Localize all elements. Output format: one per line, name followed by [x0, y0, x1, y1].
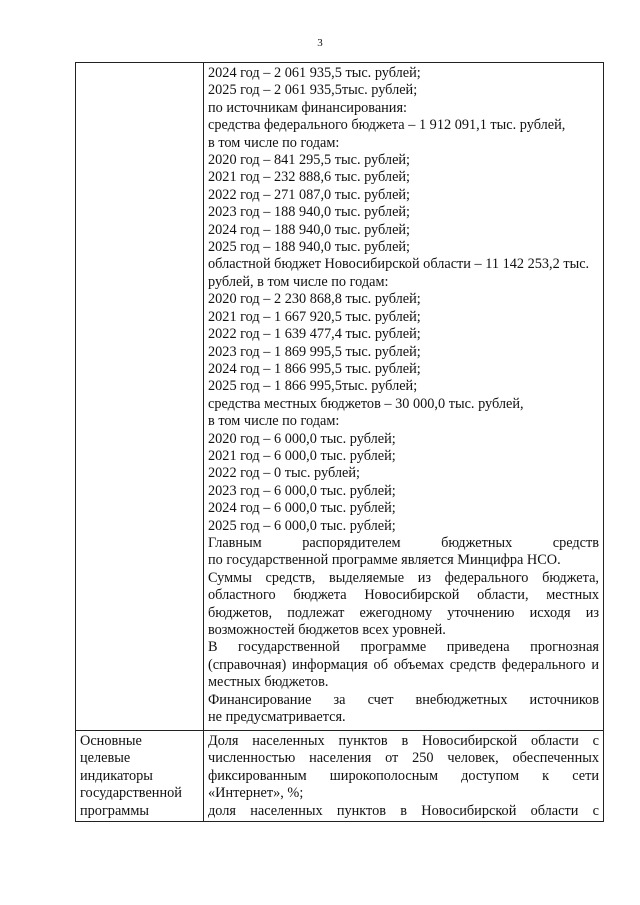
- note-line: по государственной программе является Минцифра НСО.: [208, 552, 561, 569]
- note-line: Суммы средств, выделяемые из федерального бюджета,: [208, 569, 599, 586]
- note-line: не предусматривается.: [208, 709, 346, 726]
- table-row-indicators: [76, 731, 604, 822]
- indicator-line: доля населенных пунктов в Новосибирской области с: [208, 802, 599, 819]
- financing-line: 2024 год – 188 940,0 тыс. рублей;: [208, 221, 411, 238]
- indicators-label-line: целевые: [80, 750, 131, 767]
- indicators-label-cell: [76, 731, 204, 822]
- financing-line: 2025 год – 1 866 995,5тыс. рублей;: [208, 378, 418, 395]
- financing-line: 2021 год – 6 000,0 тыс. рублей;: [208, 447, 396, 464]
- financing-line: 2024 год – 2 061 935,5 тыс. рублей;: [208, 65, 421, 81]
- indicators-label-line: программы: [80, 802, 150, 819]
- indicators-label-line: Основные: [80, 733, 142, 749]
- financing-line: 2023 год – 1 869 995,5 тыс. рублей;: [208, 343, 421, 360]
- financing-line: 2022 год – 1 639 477,4 тыс. рублей;: [208, 326, 421, 343]
- note-line: В государственной программе приведена прогнозная: [208, 639, 599, 656]
- indicators-label-line: государственной: [80, 785, 182, 802]
- financing-line: средства федерального бюджета – 1 912 091,1 тыс. рублей,: [208, 117, 566, 134]
- financing-line: 2021 год – 1 667 920,5 тыс. рублей;: [208, 308, 421, 325]
- financing-line: 2022 год – 0 тыс. рублей;: [208, 465, 360, 482]
- financing-line: в том числе по годам:: [208, 413, 340, 430]
- financing-line: 2025 год – 188 940,0 тыс. рублей;: [208, 239, 411, 256]
- indicators-label: [80, 733, 200, 820]
- row-label-cell: [76, 63, 204, 731]
- note-line: местных бюджетов.: [208, 674, 329, 691]
- indicators-label-line: индикаторы: [80, 767, 153, 784]
- financing-line: 2020 год – 6 000,0 тыс. рублей;: [208, 430, 396, 447]
- financing-lines: [208, 65, 599, 535]
- financing-line: 2024 год – 6 000,0 тыс. рублей;: [208, 500, 396, 517]
- financing-line: рублей, в том числе по годам:: [208, 273, 389, 290]
- financing-line: 2020 год – 2 230 868,8 тыс. рублей;: [208, 291, 421, 308]
- financing-line: 2024 год – 1 866 995,5 тыс. рублей;: [208, 360, 421, 377]
- financing-line: областной бюджет Новосибирской области – 11 142 253,2 тыс.: [208, 256, 590, 273]
- note-line: возможностей бюджетов всех уровней.: [208, 622, 446, 638]
- financing-line: 2022 год – 271 087,0 тыс. рублей;: [208, 186, 411, 203]
- indicators-text: [208, 733, 599, 820]
- indicator-line: численностью населения от 250 человек, обеспеченных: [208, 750, 599, 767]
- passport-table: [75, 62, 604, 822]
- table-row-financing: [76, 63, 604, 731]
- financing-line: по источникам финансирования:: [208, 99, 408, 116]
- page-number: 3: [317, 37, 323, 49]
- financing-line: 2020 год – 841 295,5 тыс. рублей;: [208, 152, 411, 169]
- note-line: Главным распорядителем бюджетных средств: [208, 534, 599, 551]
- indicator-line: фиксированным широкополосным доступом к сети: [208, 767, 599, 784]
- note-line: бюджетов, подлежат ежегодному уточнению исходя из: [208, 604, 599, 621]
- indicator-line: Доля населенных пунктов в Новосибирской области с: [208, 733, 599, 749]
- financing-line: 2021 год – 232 888,6 тыс. рублей;: [208, 169, 411, 186]
- financing-line: в том числе по годам:: [208, 134, 340, 151]
- financing-line: 2023 год – 6 000,0 тыс. рублей;: [208, 482, 396, 499]
- financing-line: 2023 год – 188 940,0 тыс. рублей;: [208, 204, 411, 221]
- note-line: Финансирование за счет внебюджетных источников: [208, 691, 599, 708]
- note-line: (справочная) информация об объемах средств федерального и: [208, 656, 599, 673]
- financing-line: средства местных бюджетов – 30 000,0 тыс. рублей,: [208, 395, 524, 412]
- indicator-line: «Интернет», %;: [208, 785, 304, 802]
- financing-notes: [208, 535, 599, 726]
- financing-cell: [204, 63, 604, 731]
- note-line: областного бюджета Новосибирской области, местных: [208, 587, 599, 604]
- financing-line: 2025 год – 6 000,0 тыс. рублей;: [208, 517, 396, 534]
- financing-line: 2025 год – 2 061 935,5тыс. рублей;: [208, 82, 418, 99]
- indicators-cell: [204, 731, 604, 822]
